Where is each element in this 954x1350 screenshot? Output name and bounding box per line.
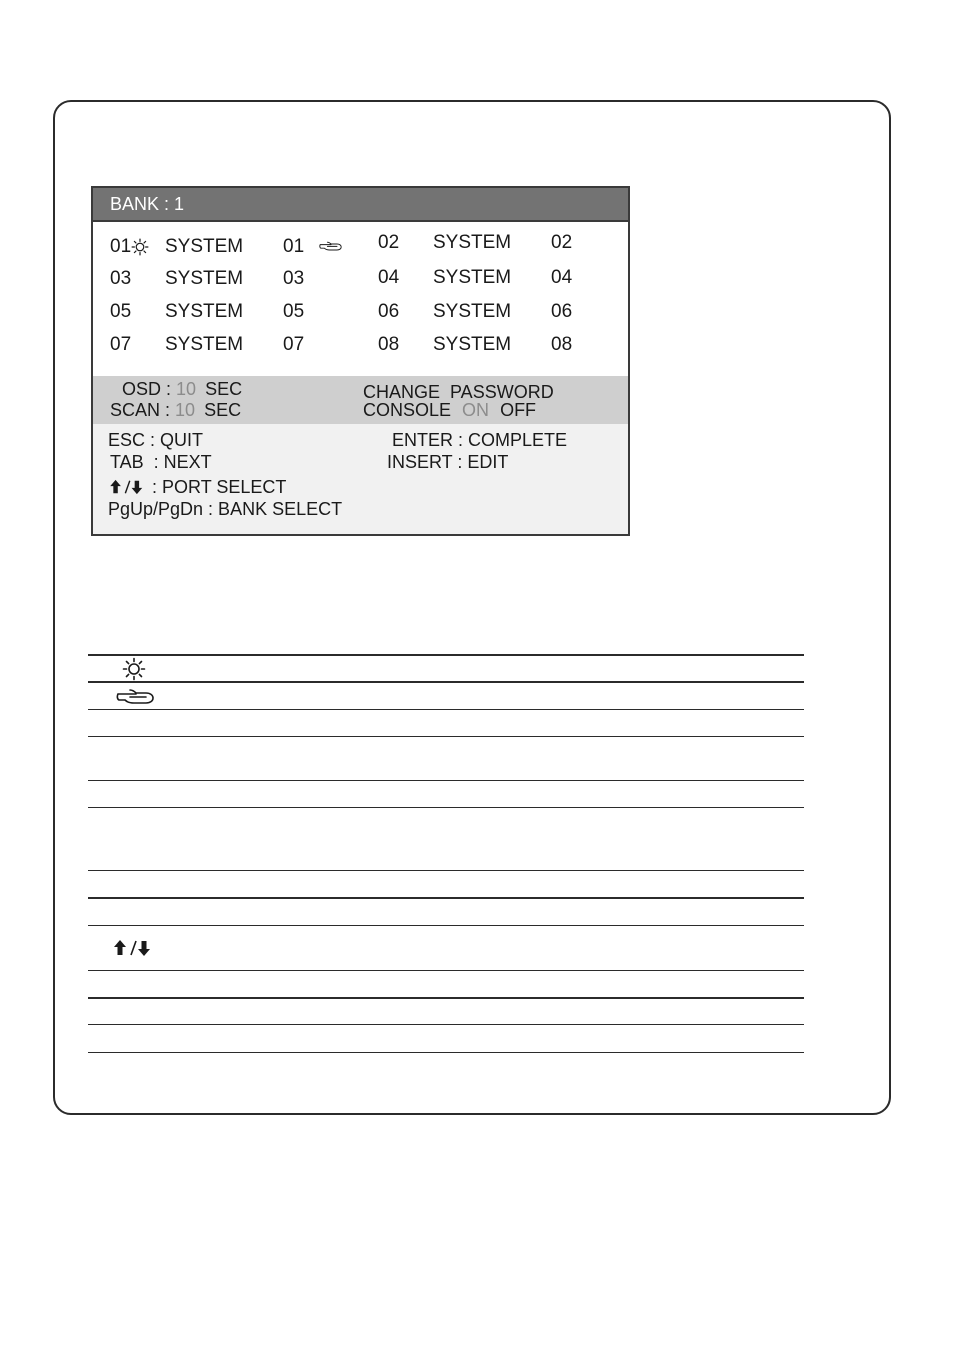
bank-title-bar [93, 188, 628, 222]
port-id-06[interactable]: 06 [551, 301, 573, 322]
change-password-option[interactable]: CHANGE PASSWORD [363, 382, 554, 402]
port-number-03[interactable]: 03 [110, 268, 132, 289]
port-name-07[interactable]: SYSTEM [165, 334, 244, 355]
port-id-03[interactable]: 03 [283, 268, 305, 289]
pointing-hand-icon [319, 241, 343, 253]
table-rule [88, 870, 804, 871]
osd-timeout-value: 10 [176, 379, 197, 399]
port-number-05[interactable]: 05 [110, 301, 132, 322]
console-on-option[interactable]: ON [462, 400, 490, 420]
up-down-arrow-icon [114, 939, 154, 957]
port-name-06[interactable]: SYSTEM [433, 301, 512, 322]
port-id-01[interactable]: 01 [283, 236, 343, 258]
port-name-02[interactable]: SYSTEM [433, 232, 512, 253]
settings-bar [93, 376, 628, 424]
port-number-01[interactable]: 01 [110, 236, 149, 258]
osd-timeout-setting[interactable]: OSD : 10 SEC [122, 379, 243, 399]
table-rule [88, 654, 804, 656]
help-insert: INSERT : EDIT [387, 452, 509, 472]
table-rule [88, 925, 804, 926]
pointing-hand-icon [116, 688, 156, 708]
sun-icon [131, 238, 149, 256]
help-tab: TAB : NEXT [110, 452, 212, 472]
port-number-06[interactable]: 06 [378, 301, 400, 322]
help-esc: ESC : QUIT [108, 430, 204, 450]
port-number-02[interactable]: 02 [378, 232, 400, 253]
port-name-03[interactable]: SYSTEM [165, 268, 244, 289]
port-name-08[interactable]: SYSTEM [433, 334, 512, 355]
port-number-04[interactable]: 04 [378, 267, 400, 288]
port-number-07[interactable]: 07 [110, 334, 132, 355]
bank-label: BANK : 1 [110, 194, 185, 214]
table-rule [88, 709, 804, 710]
port-name-05[interactable]: SYSTEM [165, 301, 244, 322]
port-list [93, 222, 628, 376]
osd-main-menu [91, 186, 630, 536]
port-id-07[interactable]: 07 [283, 334, 305, 355]
table-rule [88, 736, 804, 737]
table-rule [88, 780, 804, 781]
table-rule [88, 897, 804, 899]
key-help-panel [93, 424, 628, 534]
help-enter: ENTER : COMPLETE [392, 430, 568, 450]
port-id-04[interactable]: 04 [551, 267, 573, 288]
scan-time-setting[interactable]: SCAN : 10 SEC [110, 400, 242, 420]
console-setting[interactable]: CONSOLE ON OFF [363, 400, 537, 420]
sun-icon [122, 657, 146, 681]
console-off-option[interactable]: OFF [500, 400, 537, 420]
table-rule [88, 970, 804, 971]
port-number-08[interactable]: 08 [378, 334, 400, 355]
table-rule [88, 997, 804, 999]
port-id-02[interactable]: 02 [551, 232, 573, 253]
port-name-01[interactable]: SYSTEM [165, 236, 244, 257]
table-rule [88, 1024, 804, 1025]
help-port-select: : PORT SELECT [109, 476, 286, 498]
scan-time-value: 10 [175, 400, 196, 420]
port-id-08[interactable]: 08 [551, 334, 573, 355]
port-id-05[interactable]: 05 [283, 301, 305, 322]
help-bank-select: PgUp/PgDn : BANK SELECT [108, 499, 343, 519]
table-rule [88, 1052, 804, 1053]
up-down-arrow-icon [109, 479, 147, 495]
table-rule [88, 807, 804, 808]
table-rule [88, 681, 804, 683]
port-name-04[interactable]: SYSTEM [433, 267, 512, 288]
